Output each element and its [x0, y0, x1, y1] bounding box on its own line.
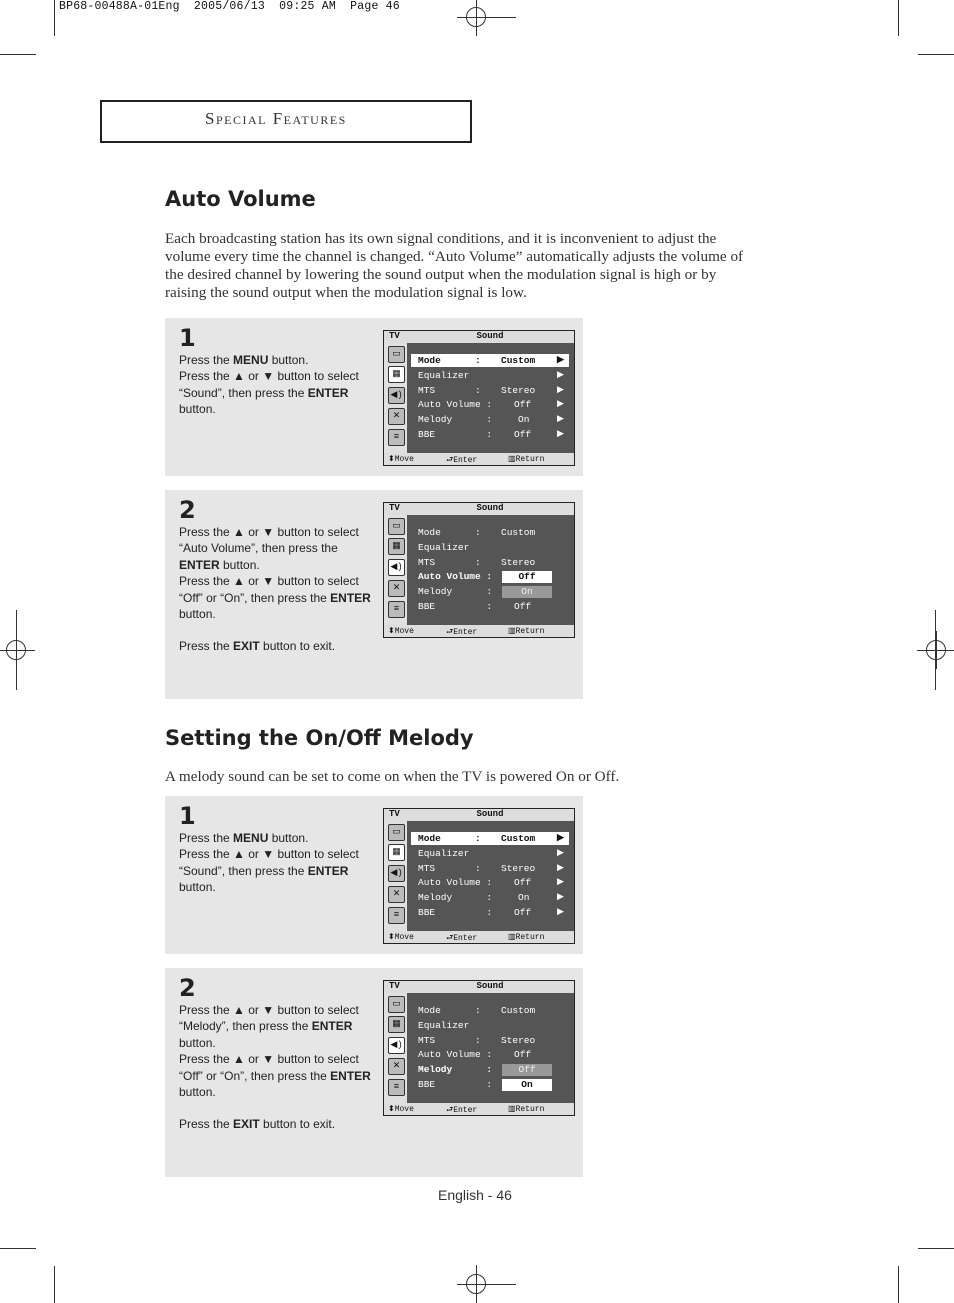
option-off[interactable]: Off: [502, 1064, 552, 1076]
tv-icon: ▦: [388, 538, 405, 555]
picture-icon: ▭: [388, 518, 405, 535]
osd-row-mts[interactable]: MTS : Stereo: [418, 557, 536, 568]
setup-icon: ≡: [388, 1079, 405, 1096]
page-number: English - 46: [438, 1187, 512, 1203]
crop-mark: [918, 1248, 954, 1249]
crop-mark: [918, 54, 954, 55]
osd-row-equalizer[interactable]: Equalizer ▶: [418, 370, 564, 381]
channel-icon: ✕: [388, 886, 405, 903]
return-hint: ▥Return: [508, 933, 545, 942]
osd-sound-menu: TV Sound ▭ ▦ ◀) ✕ ≡ Mode : Custom ▶ Equalizer ▶ MTS : Stereo ▶ Auto Volume : Off ▶ Melody : On ▶ BBE : Off ▶ ⬍Move ⮐Enter ▥Return: [383, 330, 575, 466]
step-instructions: Press the MENU button. Press the ▲ or ▼ button to select “Sound”, then press the ENTER button.: [179, 831, 359, 895]
step-instructions: Press the ▲ or ▼ button to select “Melody”, then press the ENTER button. Press the ▲ or ▼ button to select “Off” or “On”, then press the ENTER button. Press the EXIT button to exit.: [179, 1003, 371, 1132]
step-number: 1: [179, 324, 196, 352]
registration-mark-icon: [457, 0, 495, 36]
osd-row-bbe[interactable]: BBE : Off ▶: [418, 907, 564, 918]
osd-row-auto-volume[interactable]: Auto Volume : Off: [418, 1049, 532, 1060]
crop-mark: [0, 1248, 36, 1249]
step-panel: [165, 318, 583, 476]
intro-line: volume every time the channel is changed. “Auto Volume” automatically adjusts the volume of: [165, 248, 744, 265]
picture-icon: ▭: [388, 996, 405, 1013]
osd-row-melody[interactable]: Melody :: [418, 1064, 493, 1075]
channel-icon: ✕: [388, 408, 405, 425]
setup-icon: ≡: [388, 601, 405, 618]
move-hint: ⬍Move: [388, 1105, 414, 1114]
osd-row-mode[interactable]: Mode : Custom: [418, 527, 536, 538]
osd-row-mts[interactable]: MTS : Stereo: [418, 1035, 536, 1046]
osd-row-mode[interactable]: Mode : Custom: [418, 1005, 536, 1016]
intro-line: Each broadcasting station has its own signal conditions, and it is inconvenient to adjust the: [165, 230, 717, 247]
speaker-icon: ◀): [388, 865, 405, 882]
osd-row-equalizer[interactable]: Equalizer: [418, 1020, 470, 1031]
crop-mark: [0, 54, 36, 55]
registration-mark-icon: [457, 1265, 495, 1303]
auto-volume-heading: Auto Volume: [165, 187, 316, 211]
crop-mark: [16, 610, 17, 690]
option-on[interactable]: On: [502, 1079, 552, 1091]
osd-row-bbe[interactable]: BBE : Off: [418, 601, 532, 612]
osd-row-auto-volume[interactable]: Auto Volume : Off ▶: [418, 399, 564, 410]
osd-row-melody[interactable]: Melody :: [418, 586, 493, 597]
melody-intro: A melody sound can be set to come on when the TV is powered On or Off.: [165, 768, 620, 785]
speaker-icon: ◀): [388, 387, 405, 404]
intro-line: raising the sound output when the modulation signal is low.: [165, 284, 527, 301]
return-hint: ▥Return: [508, 1105, 545, 1114]
osd-row-mts[interactable]: MTS : Stereo ▶: [418, 863, 564, 874]
tv-icon: ▦: [388, 844, 405, 861]
osd-row-mts[interactable]: MTS : Stereo ▶: [418, 385, 564, 396]
enter-hint: ⮐Enter: [446, 456, 478, 465]
step-panel: [165, 968, 583, 1177]
channel-icon: ✕: [388, 1058, 405, 1075]
tv-icon: ▦: [388, 366, 405, 383]
move-hint: ⬍Move: [388, 455, 414, 464]
melody-heading: Setting the On/Off Melody: [165, 726, 474, 750]
picture-icon: ▭: [388, 824, 405, 841]
picture-icon: ▭: [388, 346, 405, 363]
setup-icon: ≡: [388, 907, 405, 924]
crop-mark: [898, 1266, 899, 1303]
setup-icon: ≡: [388, 429, 405, 446]
osd-row-auto-volume[interactable]: Auto Volume : Off ▶: [418, 877, 564, 888]
osd-row-bbe[interactable]: BBE : Off ▶: [418, 429, 564, 440]
enter-hint: ⮐Enter: [446, 628, 478, 637]
step-number: 2: [179, 974, 196, 1002]
osd-row-mode[interactable]: Mode : Custom ▶: [411, 354, 569, 367]
step-number: 1: [179, 802, 196, 830]
return-hint: ▥Return: [508, 455, 545, 464]
osd-sound-menu: TV Sound ▭ ▦ ◀) ✕ ≡ Mode : Custom ▶ Equalizer ▶ MTS : Stereo ▶ Auto Volume : Off ▶ Melody : On ▶ BBE : Off ▶ ⬍Move ⮐Enter ▥Return: [383, 808, 575, 944]
enter-hint: ⮐Enter: [446, 1106, 478, 1115]
speaker-icon: ◀): [388, 1037, 405, 1054]
step-number: 2: [179, 496, 196, 524]
registration-mark-icon: [0, 631, 35, 669]
step-panel: [165, 490, 583, 699]
step-instructions: Press the MENU button. Press the ▲ or ▼ button to select “Sound”, then press the ENTER button.: [179, 353, 359, 417]
crop-mark: [935, 610, 936, 690]
osd-sound-menu: TV Sound ▭ ▦ ◀) ✕ ≡ Mode : Custom Equalizer MTS : Stereo Auto Volume : Off Melody : On BBE : Off ⬍Move ⮐Enter ▥Return: [383, 502, 575, 638]
section-label: Special Features: [205, 109, 347, 128]
option-off[interactable]: Off: [502, 571, 552, 583]
osd-row-mode[interactable]: Mode : Custom ▶: [411, 832, 569, 845]
intro-line: the desired channel by lowering the sound output when the modulation signal is high or by: [165, 266, 717, 283]
crop-mark: [898, 0, 899, 36]
osd-row-melody[interactable]: Melody : On ▶: [418, 414, 564, 425]
osd-sound-menu: TV Sound ▭ ▦ ◀) ✕ ≡ Mode : Custom Equalizer MTS : Stereo Auto Volume : Off Melody : Off BBE : On ⬍Move ⮐Enter ▥Return: [383, 980, 575, 1116]
osd-row-auto-volume[interactable]: Auto Volume :: [418, 571, 493, 582]
print-header: BP68-00488A-01Eng 2005/06/13 09:25 AM Page 46: [59, 0, 400, 13]
osd-row-equalizer[interactable]: Equalizer ▶: [418, 848, 564, 859]
option-on[interactable]: On: [502, 586, 552, 598]
return-hint: ▥Return: [508, 627, 545, 636]
move-hint: ⬍Move: [388, 627, 414, 636]
osd-row-equalizer[interactable]: Equalizer: [418, 542, 470, 553]
channel-icon: ✕: [388, 580, 405, 597]
crop-mark: [54, 1266, 55, 1303]
step-panel: [165, 796, 583, 954]
crop-mark: [54, 0, 55, 36]
enter-hint: ⮐Enter: [446, 934, 478, 943]
osd-row-bbe[interactable]: BBE :: [418, 1079, 493, 1090]
move-hint: ⬍Move: [388, 933, 414, 942]
tv-icon: ▦: [388, 1016, 405, 1033]
osd-row-melody[interactable]: Melody : On ▶: [418, 892, 564, 903]
speaker-icon: ◀): [388, 559, 405, 576]
step-instructions: Press the ▲ or ▼ button to select “Auto Volume”, then press the ENTER button. Press the ▲ or ▼ button to select “Off” or “On”, then press the ENTER button. Press the EXIT button to exit.: [179, 525, 371, 654]
auto-volume-intro: [165, 230, 805, 302]
